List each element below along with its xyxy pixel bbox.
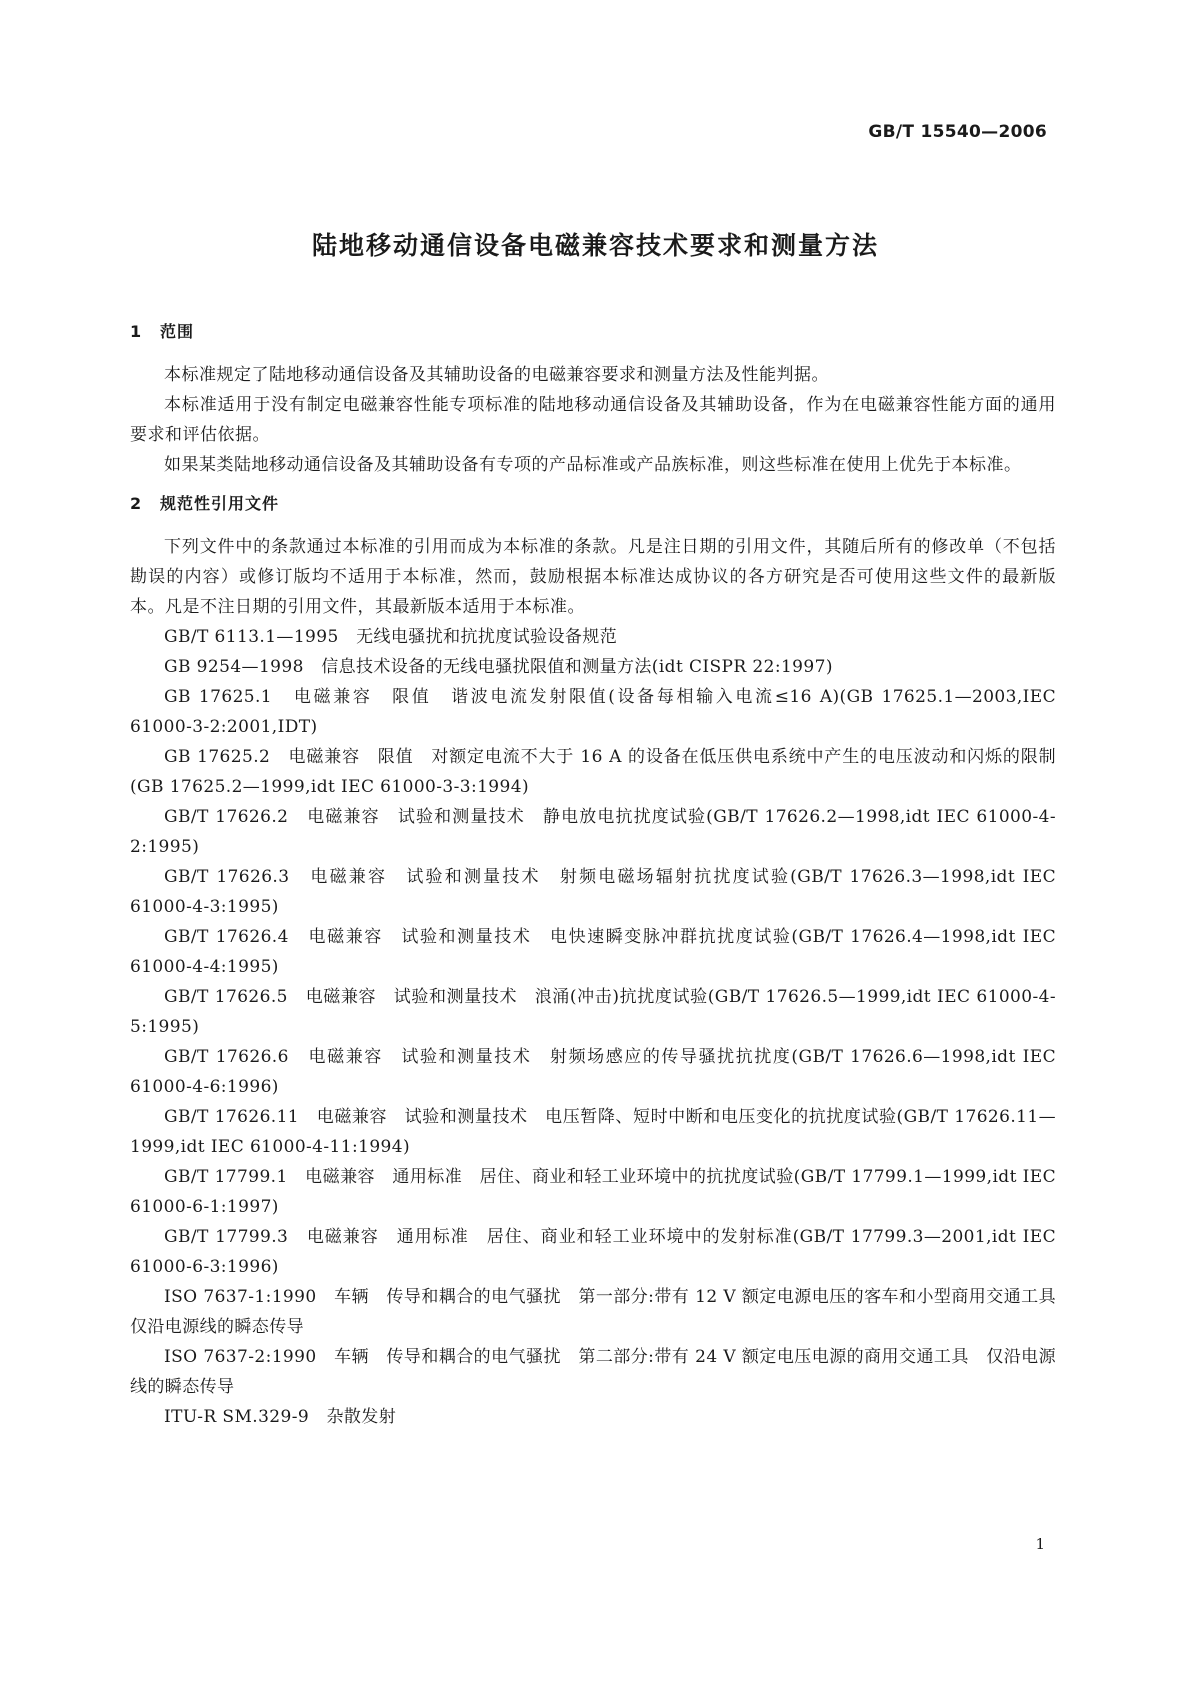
reference-item: GB/T 17626.3 电磁兼容 试验和测量技术 射频电磁场辐射抗扰度试验(GB/T 17626.3—1998,idt IEC 61000-4-3:1995) xyxy=(130,867,1056,917)
section-number: 1 xyxy=(130,322,143,341)
reference-item: GB 17625.2 电磁兼容 限值 对额定电流不大于 16 A 的设备在低压供电系统中产生的电压波动和闪烁的限制(GB 17625.2—1999,idt IEC 61000-3-3:1994) xyxy=(130,747,1056,797)
reference-item: GB 9254—1998 信息技术设备的无线电骚扰限值和测量方法(idt CISPR 22:1997) xyxy=(164,657,833,677)
document-body xyxy=(130,318,1074,1432)
reference-item: GB/T 17799.3 电磁兼容 通用标准 居住、商业和轻工业环境中的发射标准(GB/T 17799.3—2001,idt IEC 61000-6-3:1996) xyxy=(130,1227,1056,1277)
paragraph: 本标准规定了陆地移动通信设备及其辅助设备的电磁兼容要求和测量方法及性能判据。 xyxy=(164,365,829,385)
section-title: 范围 xyxy=(160,322,195,341)
paragraph: 如果某类陆地移动通信设备及其辅助设备有专项的产品标准或产品族标准，则这些标准在使用上优先于本标准。 xyxy=(164,455,1022,475)
section-heading-normative-references xyxy=(130,490,1056,518)
paragraph: 下列文件中的条款通过本标准的引用而成为本标准的条款。凡是注日期的引用文件，其随后所有的修改单（不包括勘误的内容）或修订版均不适用于本标准，然而，鼓励根据本标准达成协议的各方研究是否可使用这些文件的最新版本。凡是不注日期的引用文件，其最新版本适用于本标准。 xyxy=(130,537,1056,617)
reference-item: GB/T 17626.2 电磁兼容 试验和测量技术 静电放电抗扰度试验(GB/T 17626.2—1998,idt IEC 61000-4-2:1995) xyxy=(130,807,1056,857)
reference-item: GB/T 17626.5 电磁兼容 试验和测量技术 浪涌(冲击)抗扰度试验(GB/T 17626.5—1999,idt IEC 61000-4-5:1995) xyxy=(130,987,1056,1037)
reference-item: GB/T 6113.1—1995 无线电骚扰和抗扰度试验设备规范 xyxy=(164,627,618,647)
paragraph: 本标准适用于没有制定电磁兼容性能专项标准的陆地移动通信设备及其辅助设备，作为在电磁兼容性能方面的通用要求和评估依据。 xyxy=(130,395,1056,445)
section-heading-scope xyxy=(130,318,1056,346)
reference-item: GB/T 17626.6 电磁兼容 试验和测量技术 射频场感应的传导骚扰抗扰度(GB/T 17626.6—1998,idt IEC 61000-4-6:1996) xyxy=(130,1047,1056,1097)
section-title: 规范性引用文件 xyxy=(160,494,280,513)
reference-item: GB 17625.1 电磁兼容 限值 谐波电流发射限值(设备每相输入电流≤16 A)(GB 17625.1—2003,IEC 61000-3-2:2001,IDT) xyxy=(130,687,1056,737)
standard-number: GB/T 15540—2006 xyxy=(868,122,1047,142)
page-number: 1 xyxy=(1035,1535,1045,1553)
reference-item: GB/T 17626.4 电磁兼容 试验和测量技术 电快速瞬变脉冲群抗扰度试验(GB/T 17626.4—1998,idt IEC 61000-4-4:1995) xyxy=(130,927,1056,977)
reference-item: GB/T 17799.1 电磁兼容 通用标准 居住、商业和轻工业环境中的抗扰度试验(GB/T 17799.1—1999,idt IEC 61000-6-1:1997) xyxy=(130,1167,1056,1217)
reference-item: ITU-R SM.329-9 杂散发射 xyxy=(164,1407,397,1427)
reference-item: ISO 7637-2:1990 车辆 传导和耦合的电气骚扰 第二部分:带有 24 V 额定电压电源的商用交通工具 仅沿电源线的瞬态传导 xyxy=(130,1347,1056,1397)
reference-item: GB/T 17626.11 电磁兼容 试验和测量技术 电压暂降、短时中断和电压变化的抗扰度试验(GB/T 17626.11—1999,idt IEC 61000-4-11:1994) xyxy=(130,1107,1056,1157)
document-title: 陆地移动通信设备电磁兼容技术要求和测量方法 xyxy=(311,231,879,260)
section-number: 2 xyxy=(130,494,143,513)
reference-item: ISO 7637-1:1990 车辆 传导和耦合的电气骚扰 第一部分:带有 12 V 额定电源电压的客车和小型商用交通工具 仅沿电源线的瞬态传导 xyxy=(130,1287,1074,1337)
